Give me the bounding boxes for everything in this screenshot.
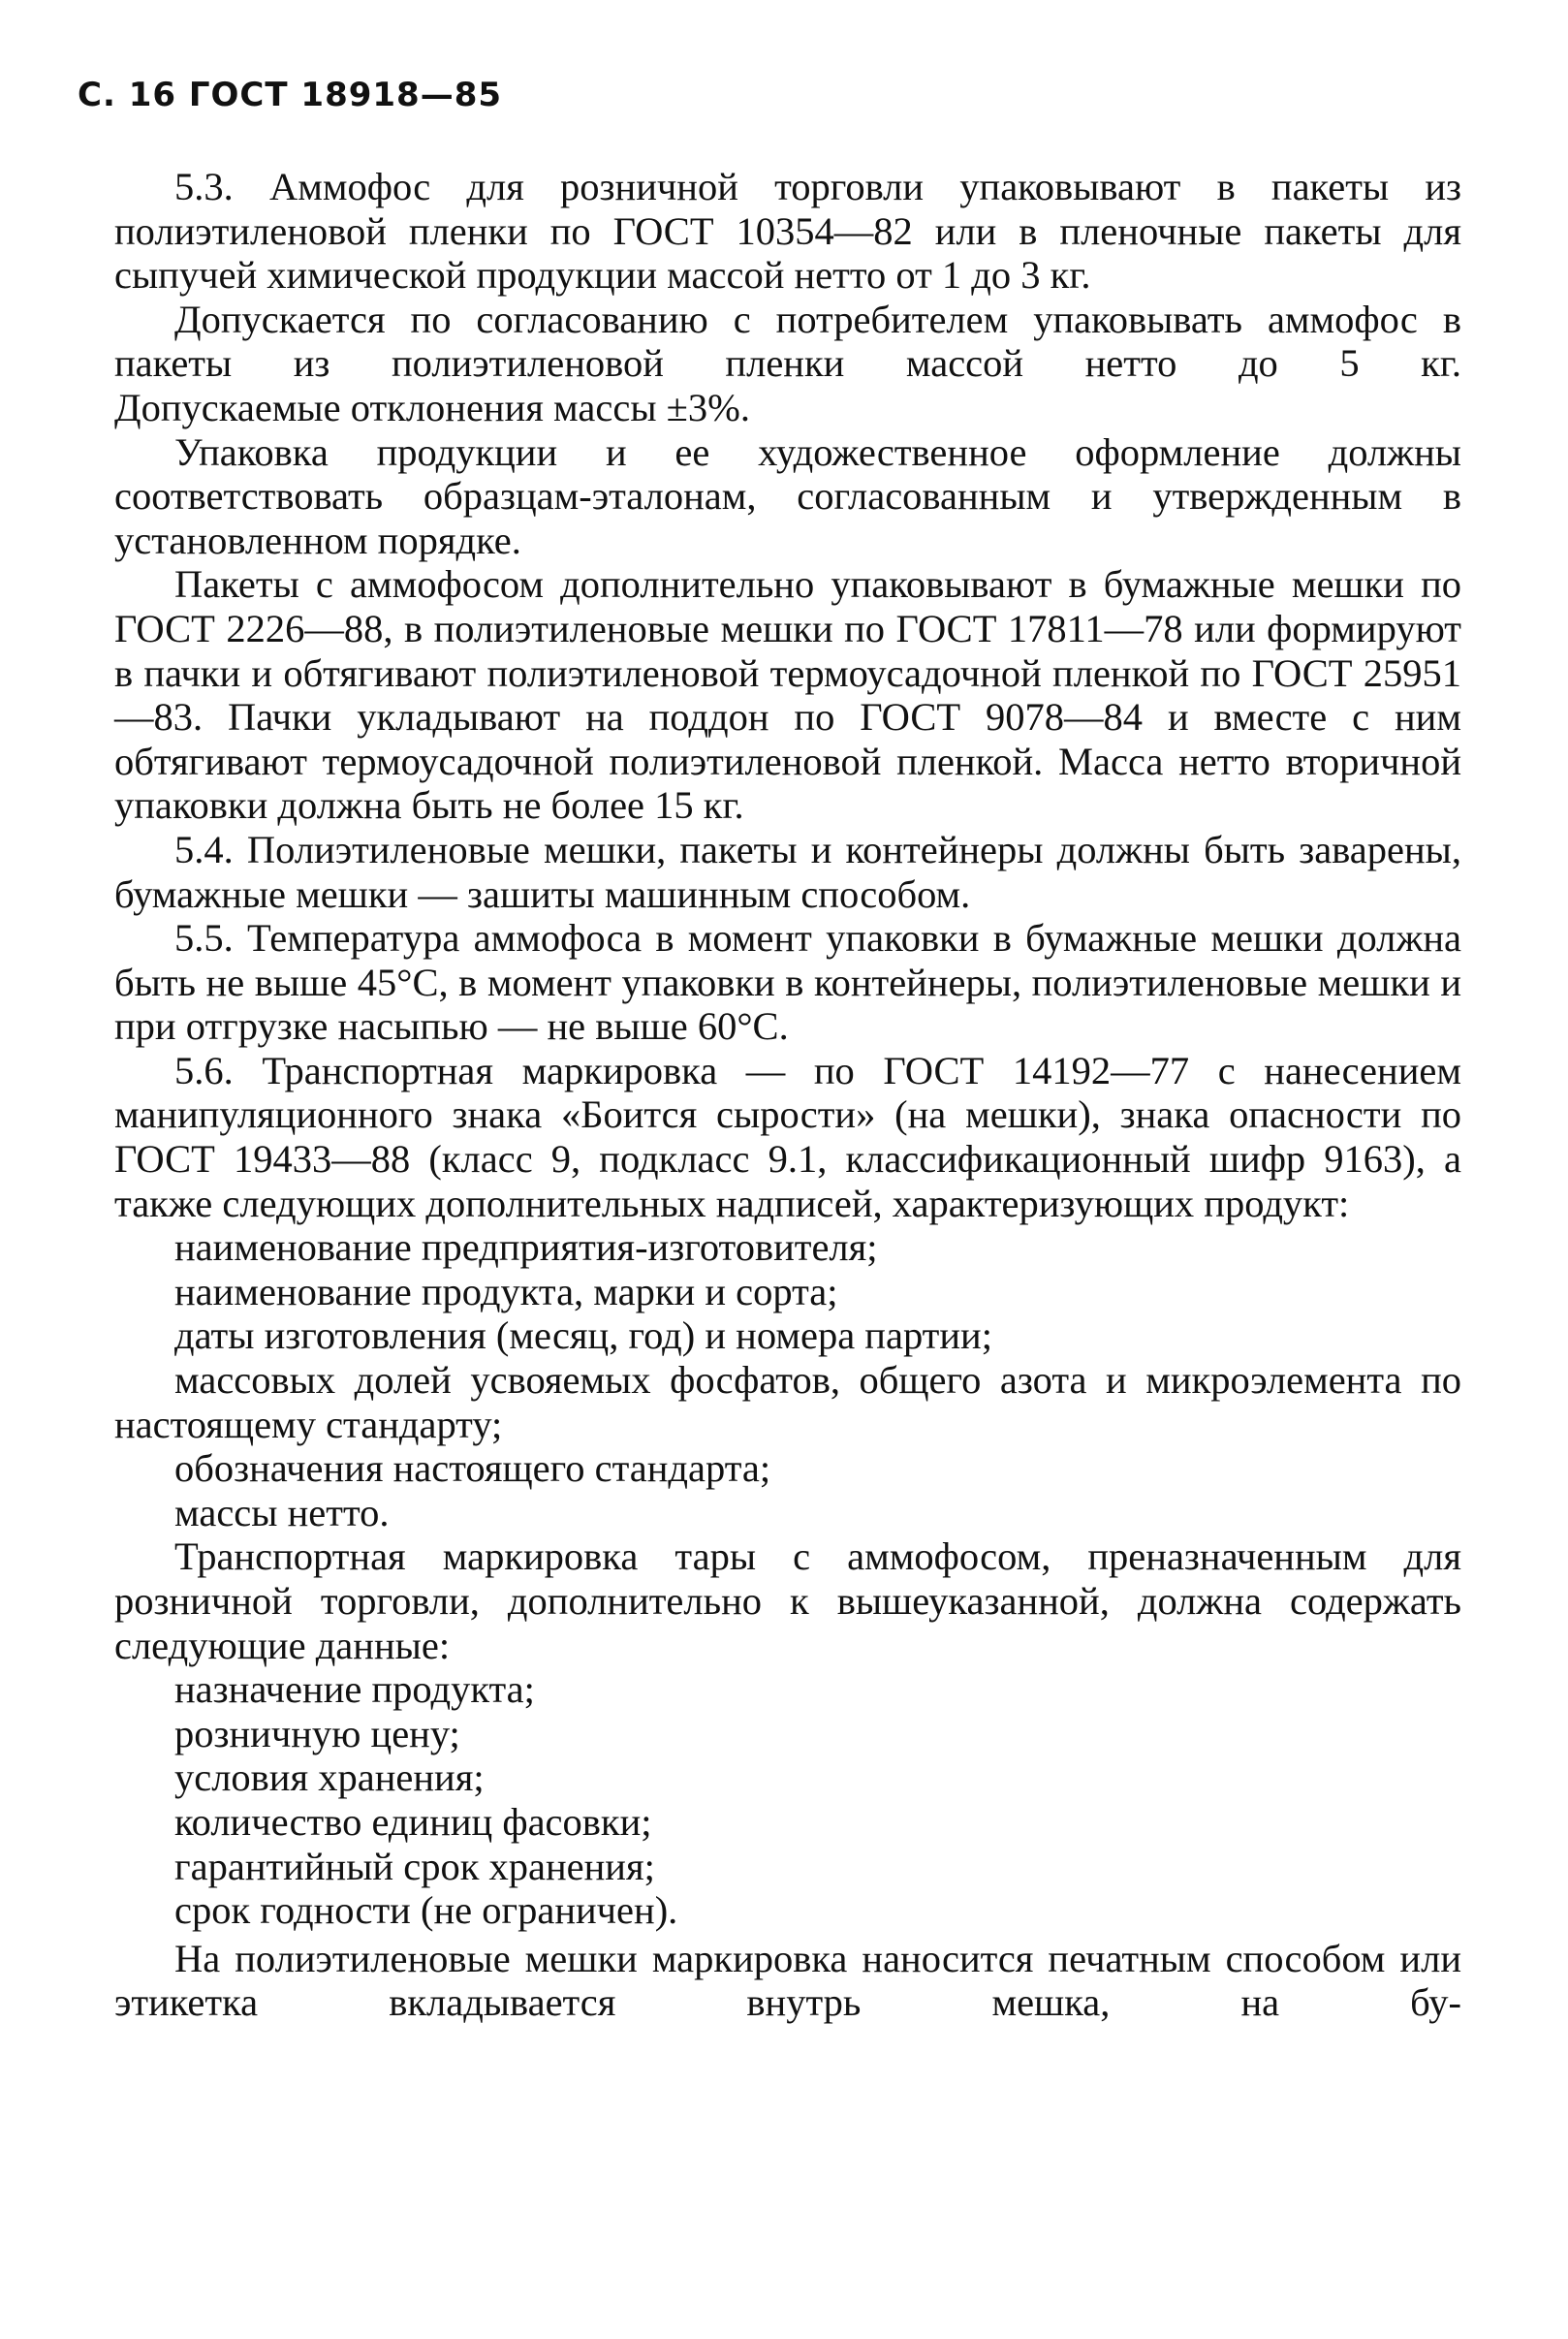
list-item: срок годности (не ограничен). <box>174 1888 678 1933</box>
paragraph-secondary-packaging: Пакеты с аммофосом дополнительно упаковывают в бумажные мешки по ГОСТ 2226—88, в полиэтиленовые мешки по ГОСТ 17811—78 или формируют в пачки и обтягивают полиэтиленовой термоусадочной пленкой по ГОСТ 25951—83. Пачки укладывают на поддон по ГОСТ 9078—84 и вместе с ним обтягивают термоусадочной полиэтиленовой пленкой. Масса нетто вторичной упаковки должна быть не более 15 кг. <box>114 562 1461 828</box>
list-item: назначение продукта; <box>174 1667 535 1712</box>
list-item: наименование предприятия-изготовителя; <box>174 1225 878 1270</box>
paragraph-bag-marking: На полиэтиленовые мешки маркировка наносится печатным способом или этикетка вкладывается внутрь мешка, на бу- <box>114 1936 1461 2025</box>
list-item: массовых долей усвояемых фосфатов, общего азота и микроэлемента по настоящему стандарту; <box>114 1358 1461 1446</box>
paragraph-permission: Допускается по согласованию с потребителем упаковывать аммофос в пакеты из полиэтиленовой пленки массой нетто до 5 кг. <box>114 297 1461 386</box>
list-item: розничную цену; <box>174 1711 460 1755</box>
list-item: массы нетто. <box>174 1490 390 1534</box>
paragraph-5-5: 5.5. Температура аммофоса в момент упаковки в бумажные мешки должна быть не выше 45°С, в момент упаковки в контейнеры, полиэтиленовые мешки и при отгрузке насыпью — не выше 60°С. <box>114 916 1461 1049</box>
paragraph-retail-marking: Транспортная маркировка тары с аммофосом, преназначенным для розничной торговли, дополнительно к вышеуказанной, должна содержать следующие данные: <box>114 1534 1461 1667</box>
list-item: даты изготовления (месяц, год) и номера партии; <box>174 1313 992 1358</box>
list-item: гарантийный срок хранения; <box>174 1844 655 1888</box>
list-item: наименование продукта, марки и сорта; <box>174 1269 838 1313</box>
running-header: С. 16 ГОСТ 18918—85 <box>78 76 503 114</box>
paragraph-tolerance: Допускаемые отклонения массы ±3%. <box>114 385 750 429</box>
paragraph-5-3: 5.3. Аммофос для розничной торговли упаковывают в пакеты из полиэтиленовой пленки по ГОСТ 10354—82 или в пленочные пакеты для сыпучей химической продукции массой нетто от 1 до 3 кг. <box>114 165 1461 298</box>
list-item: условия хранения; <box>174 1755 485 1800</box>
list-item: количество единиц фасовки; <box>174 1799 652 1844</box>
document-body <box>114 165 1461 2025</box>
paragraph-5-4: 5.4. Полиэтиленовые мешки, пакеты и контейнеры должны быть заварены, бумажные мешки — зашиты машинным способом. <box>114 827 1461 916</box>
paragraph-packaging-design: Упаковка продукции и ее художественное оформление должны соответствовать образцам-эталонам, согласованным и утвержденным в установленном порядке. <box>114 429 1461 562</box>
paragraph-5-6: 5.6. Транспортная маркировка — по ГОСТ 14192—77 с нанесением манипуляционного знака «Боится сырости» (на мешки), знака опасности по ГОСТ 19433—88 (класс 9, подкласс 9.1, классификационный шифр 9163), а также следующих дополнительных надписей, характеризующих продукт: <box>114 1048 1461 1225</box>
list-item: обозначения настоящего стандарта; <box>174 1446 771 1491</box>
